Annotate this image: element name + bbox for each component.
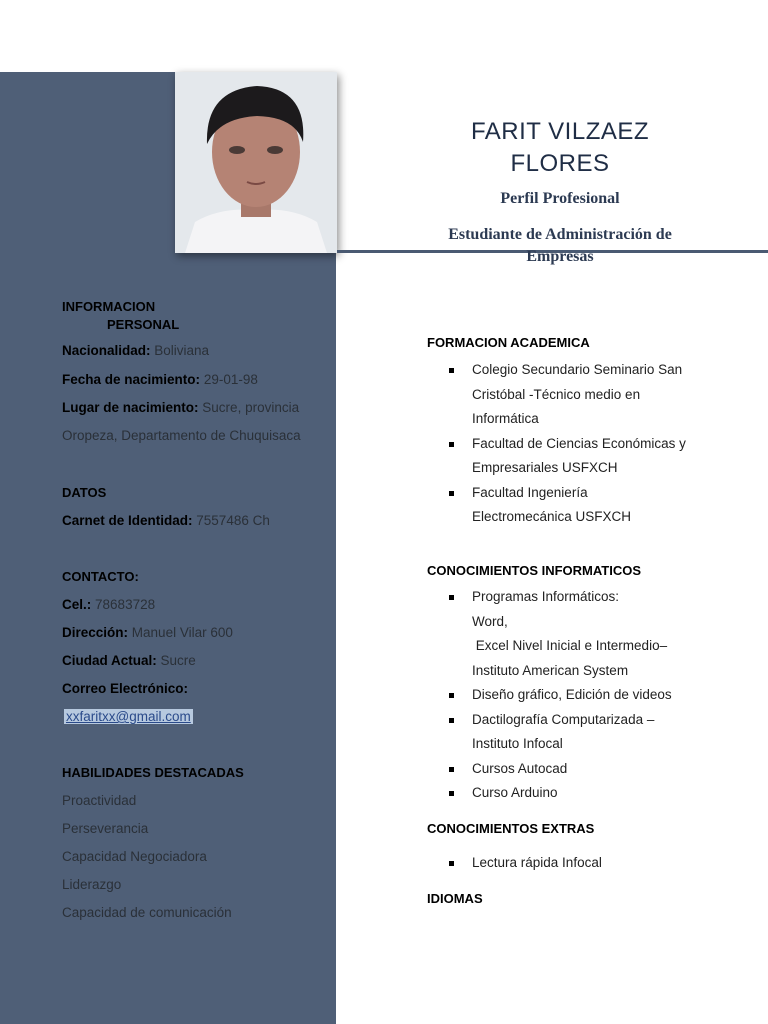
extras-heading: CONOCIMIENTOS EXTRAS [427,821,595,836]
city-value: Sucre [160,653,196,668]
list-item [446,757,746,782]
bullet-icon [449,442,454,447]
computing-list [446,585,746,806]
nationality-value: Boliviana [154,343,210,358]
datos-heading: DATOS [62,485,107,500]
address-value: Manuel Vilar 600 [131,625,233,640]
name-line-1: FARIT VILZAEZ [470,118,650,145]
candidate-name [430,116,690,180]
bullet-icon [449,791,454,796]
personal-heading-line-2: PERSONAL [107,317,180,332]
education-line: Empresariales USFXCH [472,460,618,475]
birthdate-value: 29-01-98 [203,372,258,387]
city-label: Ciudad Actual: [62,653,157,668]
name-line-2: FLORES [510,150,610,177]
education-line: Cristóbal -Técnico medio en [472,386,641,402]
personal-info-heading [62,298,179,334]
id-value: 7557486 Ch [196,513,270,528]
birthdate-row [62,372,332,387]
bullet-icon [449,861,454,866]
computing-line: Instituto American System [472,662,629,678]
cel-value: 78683728 [95,597,156,612]
bullet-icon [449,491,454,496]
computing-line: Instituto Infocal [472,736,563,751]
skill-item: Capacidad de comunicación [62,905,232,920]
birthplace-value-line-1: Sucre, provincia [202,400,300,415]
personal-heading-line-1: INFORMACION [62,299,156,314]
list-item [446,683,746,708]
list-item [446,781,746,806]
list-item [446,708,746,757]
bullet-icon [449,368,454,373]
nationality-row [62,343,332,358]
id-label: Carnet de Identidad: [62,513,193,528]
email-label: Correo Electrónico: [62,681,189,696]
profile-desc-line-2: Empresas [526,248,594,265]
computing-line: Programas Informáticos: [472,589,620,604]
computing-line: Word, [472,613,508,629]
contact-heading: CONTACTO: [62,569,139,584]
email-link[interactable]: xxfaritxx@gmail.com [66,709,191,724]
bullet-icon [449,718,454,723]
education-line: Informática [472,411,539,426]
address-label: Dirección: [62,625,129,640]
list-item [446,432,746,481]
cel-label: Cel.: [62,597,92,612]
id-row [62,513,332,528]
cel-row [62,597,332,612]
education-line: Electromecánica USFXCH [472,509,632,524]
bullet-icon [449,693,454,698]
education-heading: FORMACION ACADEMICA [427,335,590,350]
skill-item: Liderazgo [62,877,122,892]
nationality-label: Nacionalidad: [62,343,151,358]
skill-item: Perseverancia [62,821,149,836]
profile-title: Perfil Profesional [500,190,620,207]
education-line: Colegio Secundario Seminario San [472,362,683,377]
email-label-row [62,681,332,696]
skills-heading: HABILIDADES DESTACADAS [62,765,244,780]
list-item [446,585,746,683]
extras-line: Lectura rápida Infocal [472,855,602,870]
languages-heading: IDIOMAS [427,891,483,906]
skill-item: Capacidad Negociadora [62,849,207,864]
computing-heading: CONOCIMIENTOS INFORMATICOS [427,563,642,578]
extras-list [446,851,746,876]
computing-line: Diseño gráfico, Edición de videos [472,687,672,702]
birthplace-label: Lugar de nacimiento: [62,400,199,415]
computing-line: Cursos Autocad [472,760,568,776]
address-row [62,625,332,640]
birthplace-row [62,400,332,415]
computing-line: Excel Nivel Inicial e Intermedio– [472,638,668,653]
computing-line: Curso Arduino [472,785,558,800]
list-item [446,358,746,432]
city-row [62,653,332,668]
birthdate-label: Fecha de nacimiento: [62,372,201,387]
birthplace-row-2 [62,428,332,443]
education-list [446,358,746,530]
profile-desc-line-1: Estudiante de Administración de [448,226,672,243]
profile-photo [175,72,337,253]
bullet-icon [449,767,454,772]
profile-description [430,224,690,268]
education-line: Facultad de Ciencias Económicas y [472,435,686,451]
list-item [446,481,746,530]
list-item [446,851,746,876]
email-row [64,709,334,724]
birthplace-value-line-2: Oropeza, Departamento de Chuquisaca [62,428,301,443]
skill-item: Proactividad [62,793,137,808]
computing-line: Dactilografía Computarizada – [472,711,655,727]
bullet-icon [449,595,454,600]
education-line: Facultad Ingeniería [472,484,588,500]
